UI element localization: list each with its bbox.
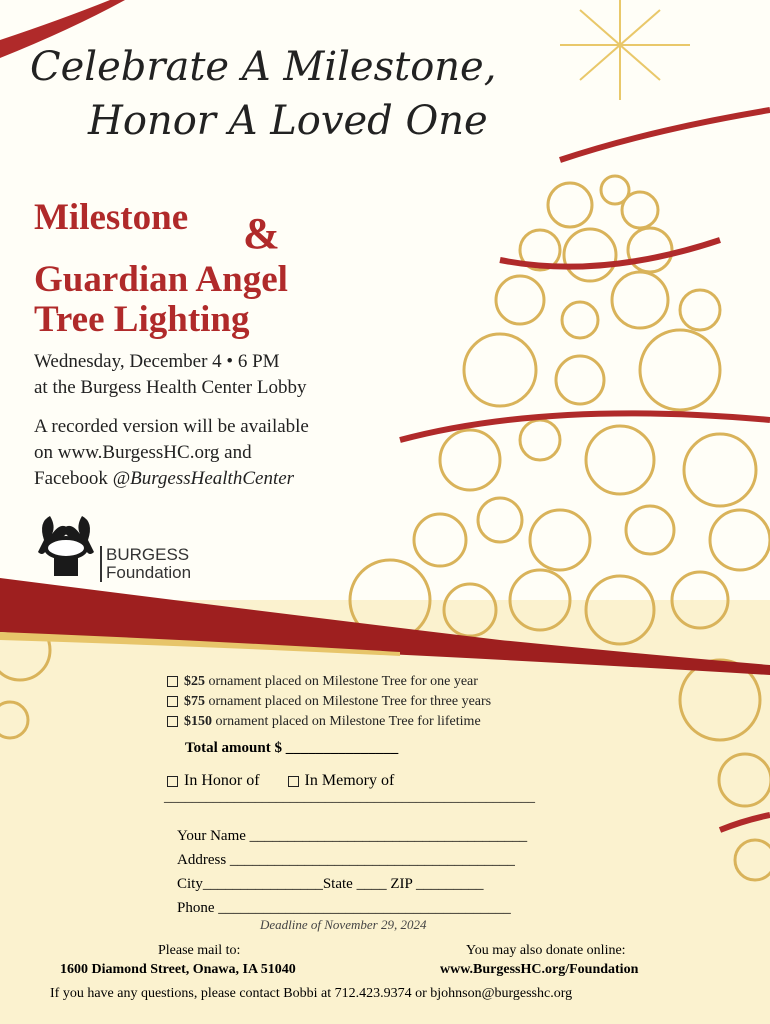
donate-link[interactable]: www.BurgessHC.org/Foundation <box>440 962 639 977</box>
option-150[interactable]: $150 ornament placed on Milestone Tree for lifetime <box>167 712 491 732</box>
contact-info-fields <box>177 824 527 920</box>
event-name-milestone: Milestone <box>34 197 189 238</box>
checkbox-icon[interactable] <box>167 776 178 787</box>
recording-note <box>34 414 309 492</box>
red-swoosh <box>0 578 770 675</box>
recording-line-3 <box>34 466 309 492</box>
logo-line-1: BURGESS <box>106 545 190 564</box>
checkbox-icon[interactable] <box>167 696 178 707</box>
recording-line-1: A recorded version will be available <box>34 416 309 437</box>
honor-memory-choice <box>167 772 394 790</box>
headline <box>30 40 630 148</box>
address-field[interactable]: Address ______________________________________ <box>177 852 515 868</box>
mail-address: 1600 Diamond Street, Onawa, IA 51040 <box>60 962 296 977</box>
mail-heading: Please mail to: <box>158 943 241 958</box>
option-25[interactable]: $25 ornament placed on Milestone Tree for one year <box>167 672 491 692</box>
donate-heading: You may also donate online: <box>466 943 626 958</box>
event-name-guardian <box>34 260 288 340</box>
headline-line-2: Honor A Loved One <box>88 98 488 144</box>
deadline-note: Deadline of November 29, 2024 <box>260 917 427 932</box>
city-state-zip-field[interactable]: City________________State ____ ZIP _________ <box>177 876 484 892</box>
phone-field[interactable]: Phone _______________________________________ <box>177 900 511 916</box>
option-75[interactable]: $75 ornament placed on Milestone Tree for three years <box>167 692 491 712</box>
event-when <box>34 349 306 401</box>
checkbox-icon[interactable] <box>288 776 299 787</box>
total-amount-field[interactable]: Total amount $ _______________ <box>185 740 399 756</box>
recording-line-2: on www.BurgessHC.org and <box>34 442 252 463</box>
honoree-field[interactable]: _____________________________________________________ <box>164 790 535 805</box>
in-honor-label: In Honor of <box>184 772 260 789</box>
event-name-line-2: Guardian Angel <box>34 259 288 300</box>
event-name-ampersand: & <box>243 209 280 258</box>
event-date: Wednesday, December 4 • 6 PM <box>34 351 280 372</box>
burgess-logo-text <box>100 546 191 582</box>
headline-line-1: Celebrate A Milestone, <box>30 44 497 90</box>
in-memory-label: In Memory of <box>304 772 395 789</box>
checkbox-icon[interactable] <box>167 676 178 687</box>
event-name-line-3: Tree Lighting <box>34 299 250 340</box>
your-name-field[interactable]: Your Name _____________________________________ <box>177 828 528 844</box>
checkbox-icon[interactable] <box>167 716 178 727</box>
contact-line: If you have any questions, please contact Bobbi at 712.423.9374 or bjohnson@burgesshc.org <box>50 986 573 1001</box>
recording-facebook: Facebook <box>34 468 113 489</box>
logo-line-2: Foundation <box>106 563 192 582</box>
recording-handle: @BurgessHealthCenter <box>112 468 295 489</box>
event-location: at the Burgess Health Center Lobby <box>34 377 307 398</box>
ornament-options <box>167 672 491 732</box>
